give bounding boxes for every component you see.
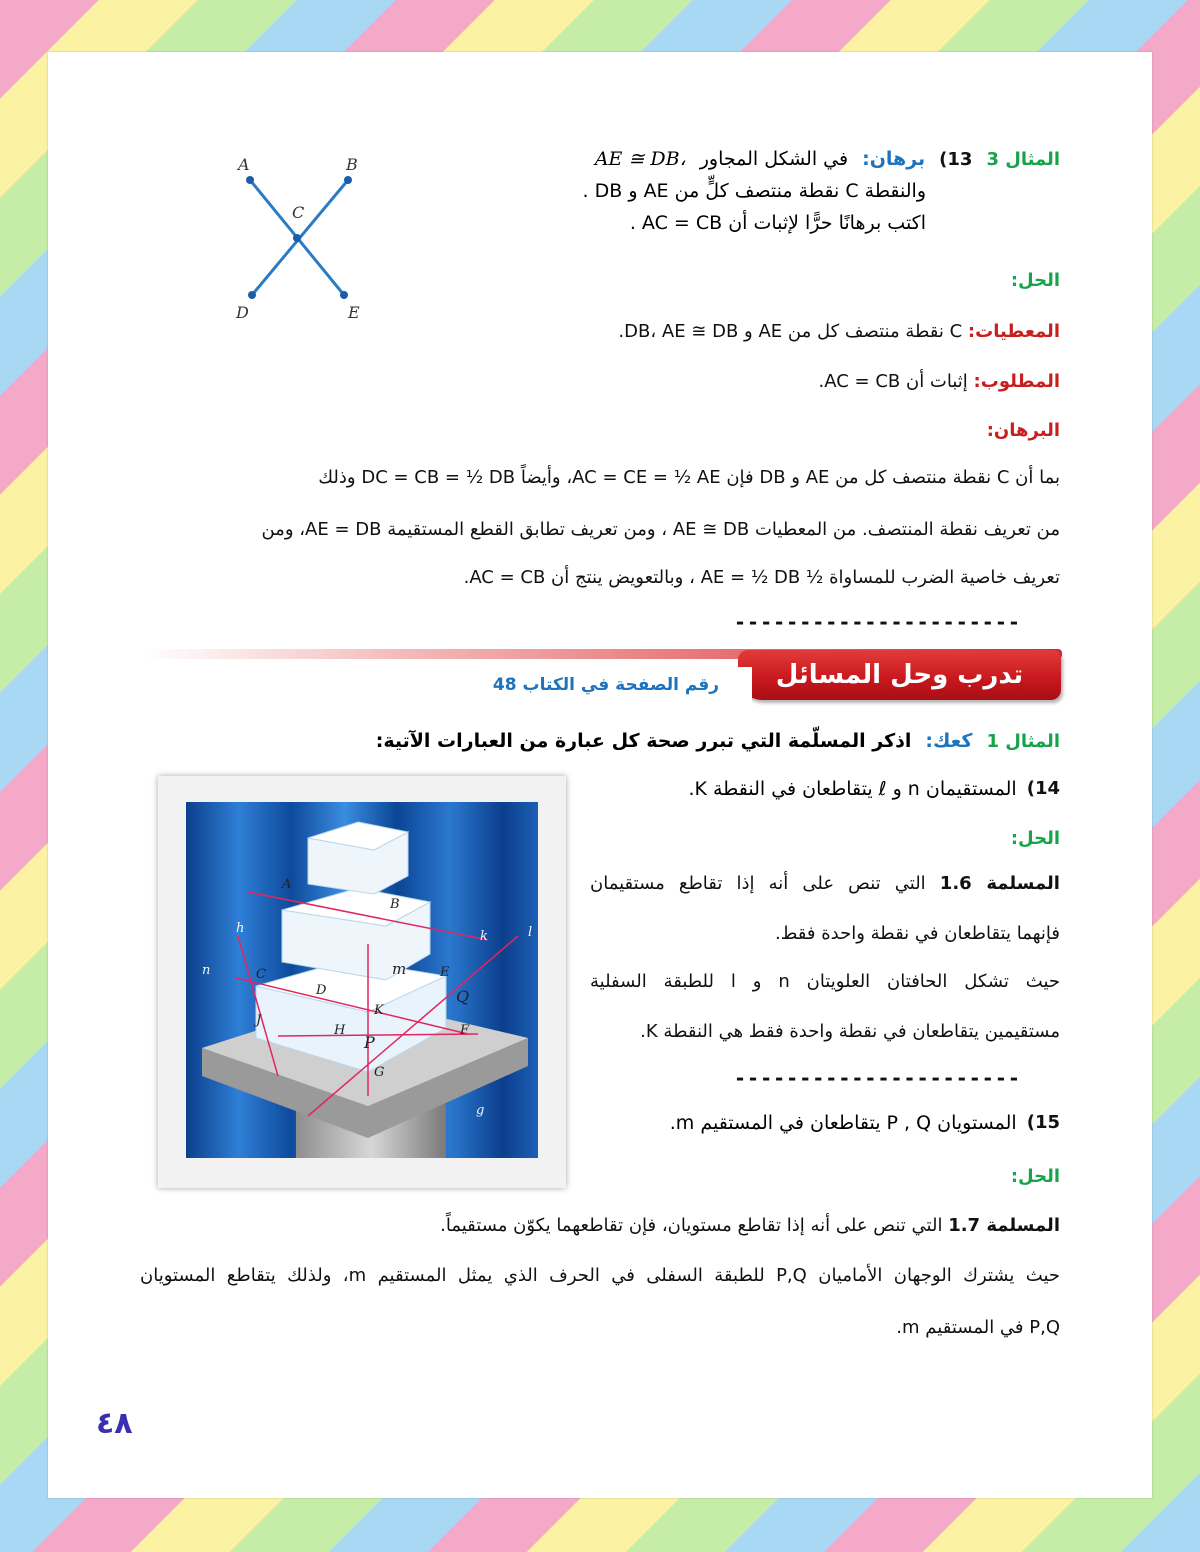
q15-line-1-text: التي تنص على أنه إذا تقاطع مستويان، فإن تقاطعهما يكوّن مستقيماً. bbox=[440, 1215, 943, 1236]
required-row bbox=[460, 370, 1060, 394]
cake-photo-frame bbox=[158, 776, 566, 1188]
example1-label: المثال 1 bbox=[986, 730, 1060, 752]
question-14 bbox=[600, 778, 1060, 800]
q15-line-2: حيث يشترك الوجهان الأماميان P,Q للطبقة السفلى في الحرف الذي يمثل المستقيم m، ولذلك يتقاطع المستويان bbox=[140, 1265, 1061, 1286]
cake-label-h-line: h bbox=[236, 921, 245, 936]
question-15-number: 15) bbox=[1026, 1112, 1060, 1133]
divider-1: ---------------------- bbox=[734, 610, 1021, 634]
example3-header bbox=[460, 148, 1060, 234]
cake-label-k-line: k bbox=[480, 929, 488, 944]
example3-line2: والنقطة C نقطة منتصف كلٍّ من AE و DB . bbox=[582, 180, 926, 202]
point-b bbox=[344, 176, 352, 184]
book-page-reference: رقم الصفحة في الكتاب 48 bbox=[460, 667, 752, 703]
cake-label-g-line: g bbox=[476, 1103, 485, 1118]
cake-label-h: H bbox=[334, 1023, 346, 1038]
point-a bbox=[246, 176, 254, 184]
label-e: E bbox=[348, 303, 360, 322]
page-number: ٤٨ bbox=[96, 1406, 133, 1441]
example3-line3: اكتب برهانًا حرًّا لإثبات أن AC = CB . bbox=[629, 212, 926, 234]
q14-line-1 bbox=[590, 872, 1060, 896]
givens-text: C نقطة منتصف كل من AE و DB، AE ≅ DB. bbox=[618, 321, 963, 342]
proof-line-2: من تعريف نقطة المنتصف. من المعطيات AE ≅ DB ، ومن تعريف تطابق القطع المستقيمة AE = DB، ومن bbox=[261, 519, 1060, 540]
cake-label-b: B bbox=[390, 897, 400, 912]
cake-label-d: D bbox=[316, 983, 327, 998]
solution-heading-1: الحل: bbox=[1010, 270, 1060, 291]
cake-label-p: P bbox=[364, 1033, 375, 1052]
q14-line-4: مستقيمين يتقاطعان في نقطة واحدة فقط هي النقطة K. bbox=[640, 1021, 1060, 1042]
label-a: A bbox=[238, 155, 250, 174]
example1-header bbox=[300, 730, 1060, 752]
postulate-1-7-label: المسلمة 1.7 bbox=[948, 1215, 1060, 1236]
cake-illustration bbox=[158, 776, 566, 1188]
proof-keyword: برهان: bbox=[862, 148, 926, 170]
worksheet-page bbox=[48, 52, 1152, 1498]
cake-label-e: E bbox=[440, 965, 450, 980]
solution-heading-15: الحل: bbox=[1010, 1166, 1060, 1187]
cake-label-l-line: l bbox=[528, 925, 533, 940]
question-15 bbox=[600, 1112, 1060, 1134]
cake-label-m: m bbox=[392, 960, 407, 978]
x-figure bbox=[218, 152, 378, 322]
q15-line-1 bbox=[260, 1214, 1060, 1238]
cake-label-g: G bbox=[374, 1065, 385, 1080]
proof-line-1: بما أن C نقطة منتصف كل من AE و DB فإن AC = CE = ½ AE، وأيضاً DC = CB = ½ DB وذلك bbox=[318, 467, 1060, 488]
example3-line1-text: في الشكل المجاور bbox=[699, 148, 849, 170]
cake-label-k: K bbox=[374, 1003, 384, 1018]
proof-line-3: تعريف خاصية الضرب للمساواة ½ AE = ½ DB ، وبالتعويض ينتج أن AC = CB. bbox=[463, 567, 1060, 588]
cake-label-n: n bbox=[202, 963, 211, 978]
example3-line1-math: AE ≅ DB، bbox=[594, 148, 686, 170]
solution-heading-14: الحل: bbox=[1010, 828, 1060, 849]
cake-label-j: J bbox=[256, 1013, 262, 1028]
point-d bbox=[248, 291, 256, 299]
q15-line-3: P,Q في المستقيم m. bbox=[896, 1317, 1060, 1338]
question-13-number: 13) bbox=[939, 148, 973, 170]
q14-line-3: حيث تشكل الحافتان العلويتان n و l للطبقة السفلية bbox=[590, 971, 1061, 992]
label-b: B bbox=[346, 155, 358, 174]
point-c bbox=[293, 234, 301, 242]
required-text: إثبات أن AC = CB. bbox=[818, 371, 968, 392]
required-label: المطلوب: bbox=[973, 371, 1060, 392]
point-e bbox=[340, 291, 348, 299]
label-c: C bbox=[292, 203, 305, 222]
cake-keyword: كعك: bbox=[925, 730, 973, 752]
question-15-statement: المستويان P , Q يتقاطعان في المستقيم m. bbox=[669, 1112, 1017, 1134]
proof-label: البرهان: bbox=[986, 420, 1060, 441]
example1-prompt: اذكر المسلّمة التي تبرر صحة كل عبارة من العبارات الآتية: bbox=[375, 730, 912, 752]
q14-line-1-text: التي تنص على أنه إذا تقاطع مستقيمان bbox=[590, 873, 926, 894]
example3-label: المثال 3 bbox=[986, 148, 1060, 170]
practice-banner: تدرب وحل المسائل bbox=[738, 650, 1061, 700]
question-14-statement: المستقيمان n و ℓ يتقاطعان في النقطة K. bbox=[688, 778, 1017, 800]
label-d: D bbox=[236, 303, 249, 322]
question-14-number: 14) bbox=[1026, 778, 1060, 799]
cake-label-f: F bbox=[460, 1023, 470, 1038]
givens-row bbox=[460, 320, 1060, 344]
givens-label: المعطيات: bbox=[967, 321, 1060, 342]
cake-label-c: C bbox=[256, 967, 266, 982]
cake-label-a: A bbox=[282, 877, 292, 892]
cake-label-q: Q bbox=[456, 987, 470, 1006]
q14-line-2: فإنهما يتقاطعان في نقطة واحدة فقط. bbox=[775, 923, 1060, 944]
postulate-1-6-label: المسلمة 1.6 bbox=[939, 873, 1060, 894]
divider-2: ---------------------- bbox=[734, 1066, 1021, 1090]
